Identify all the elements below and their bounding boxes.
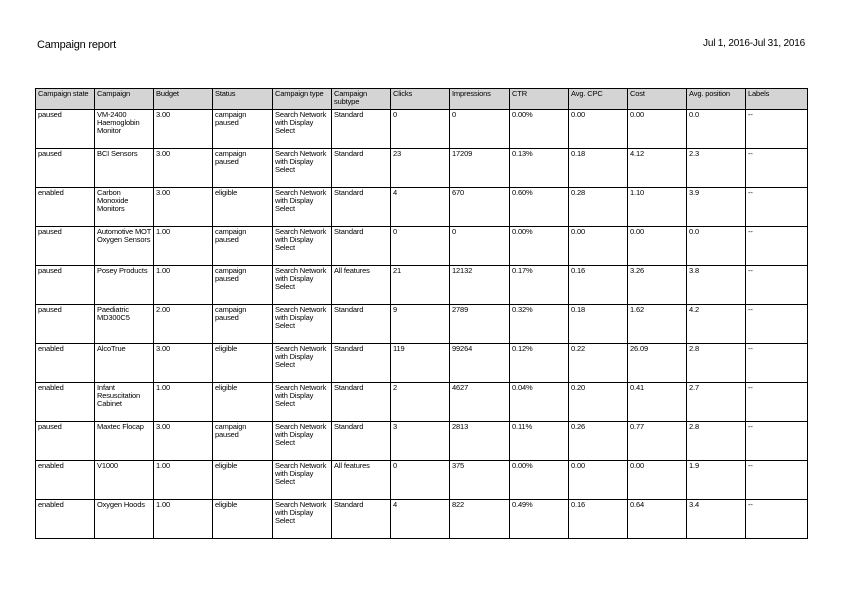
cell-campaign-type: Search Network with Display Select — [273, 149, 332, 188]
cell-campaign-state: paused — [36, 149, 95, 188]
table-row — [36, 383, 808, 422]
cell-clicks: 9 — [391, 305, 450, 344]
cell-labels: -- — [746, 383, 808, 422]
cell-labels: -- — [746, 461, 808, 500]
cell-avg-position: 0.0 — [687, 227, 746, 266]
cell-campaign-state: paused — [36, 227, 95, 266]
cell-campaign-subtype: All features — [332, 266, 391, 305]
cell-campaign-type: Search Network with Display Select — [273, 227, 332, 266]
cell-labels: -- — [746, 500, 808, 539]
cell-ctr: 0.00% — [510, 461, 569, 500]
cell-ctr: 0.12% — [510, 344, 569, 383]
column-header-avg-position: Avg. position — [687, 89, 746, 110]
cell-impressions: 0 — [450, 227, 510, 266]
table-row — [36, 422, 808, 461]
cell-cost: 0.00 — [628, 110, 687, 149]
report-date-range: Jul 1, 2016-Jul 31, 2016 — [703, 38, 805, 49]
cell-budget: 1.00 — [154, 500, 213, 539]
cell-budget: 3.00 — [154, 149, 213, 188]
cell-campaign: Posey Products — [95, 266, 154, 305]
cell-campaign: BCI Sensors — [95, 149, 154, 188]
cell-cost: 1.10 — [628, 188, 687, 227]
table-row — [36, 461, 808, 500]
cell-clicks: 0 — [391, 227, 450, 266]
cell-status: campaign paused — [213, 227, 273, 266]
column-header-campaign-type: Campaign type — [273, 89, 332, 110]
table-row — [36, 344, 808, 383]
cell-budget: 3.00 — [154, 110, 213, 149]
cell-impressions: 4627 — [450, 383, 510, 422]
cell-clicks: 119 — [391, 344, 450, 383]
cell-avg-cpc: 0.18 — [569, 149, 628, 188]
cell-avg-position: 2.3 — [687, 149, 746, 188]
cell-budget: 1.00 — [154, 383, 213, 422]
cell-impressions: 822 — [450, 500, 510, 539]
cell-campaign-state: enabled — [36, 188, 95, 227]
cell-campaign-type: Search Network with Display Select — [273, 461, 332, 500]
cell-labels: -- — [746, 305, 808, 344]
cell-avg-cpc: 0.00 — [569, 227, 628, 266]
cell-avg-cpc: 0.16 — [569, 266, 628, 305]
cell-impressions: 99264 — [450, 344, 510, 383]
cell-campaign-state: enabled — [36, 344, 95, 383]
column-header-campaign: Campaign — [95, 89, 154, 110]
cell-avg-position: 1.9 — [687, 461, 746, 500]
cell-campaign: Paediatric MD300C5 — [95, 305, 154, 344]
cell-impressions: 17209 — [450, 149, 510, 188]
table-row — [36, 227, 808, 266]
cell-clicks: 4 — [391, 188, 450, 227]
cell-campaign-subtype: Standard — [332, 500, 391, 539]
cell-campaign: Maxtec Flocap — [95, 422, 154, 461]
cell-cost: 1.62 — [628, 305, 687, 344]
cell-avg-position: 2.7 — [687, 383, 746, 422]
cell-cost: 0.00 — [628, 227, 687, 266]
cell-ctr: 0.32% — [510, 305, 569, 344]
cell-campaign-type: Search Network with Display Select — [273, 500, 332, 539]
table-row — [36, 110, 808, 149]
column-header-cost: Cost — [628, 89, 687, 110]
cell-avg-cpc: 0.00 — [569, 461, 628, 500]
cell-clicks: 3 — [391, 422, 450, 461]
cell-clicks: 4 — [391, 500, 450, 539]
cell-avg-cpc: 0.28 — [569, 188, 628, 227]
cell-status: campaign paused — [213, 149, 273, 188]
cell-ctr: 0.00% — [510, 227, 569, 266]
table-body — [36, 110, 808, 539]
cell-impressions: 2813 — [450, 422, 510, 461]
cell-campaign: AlcoTrue — [95, 344, 154, 383]
cell-campaign-type: Search Network with Display Select — [273, 188, 332, 227]
cell-budget: 1.00 — [154, 227, 213, 266]
cell-campaign-state: enabled — [36, 383, 95, 422]
cell-cost: 0.41 — [628, 383, 687, 422]
cell-status: eligible — [213, 188, 273, 227]
cell-campaign-type: Search Network with Display Select — [273, 383, 332, 422]
cell-cost: 0.00 — [628, 461, 687, 500]
report-title: Campaign report — [37, 39, 116, 51]
cell-status: campaign paused — [213, 110, 273, 149]
cell-campaign-state: paused — [36, 266, 95, 305]
cell-campaign-subtype: Standard — [332, 227, 391, 266]
column-header-clicks: Clicks — [391, 89, 450, 110]
cell-avg-position: 3.9 — [687, 188, 746, 227]
cell-clicks: 2 — [391, 383, 450, 422]
cell-budget: 3.00 — [154, 188, 213, 227]
cell-labels: -- — [746, 227, 808, 266]
cell-campaign: VM-2400 Haemoglobin Monitor — [95, 110, 154, 149]
cell-avg-position: 0.0 — [687, 110, 746, 149]
cell-campaign: V1000 — [95, 461, 154, 500]
cell-status: campaign paused — [213, 305, 273, 344]
cell-campaign-state: enabled — [36, 461, 95, 500]
cell-status: campaign paused — [213, 266, 273, 305]
cell-campaign-subtype: Standard — [332, 149, 391, 188]
cell-labels: -- — [746, 110, 808, 149]
campaign-report-table — [35, 88, 808, 539]
cell-ctr: 0.00% — [510, 110, 569, 149]
cell-status: eligible — [213, 344, 273, 383]
cell-avg-cpc: 0.22 — [569, 344, 628, 383]
column-header-avg-cpc: Avg. CPC — [569, 89, 628, 110]
table-row — [36, 305, 808, 344]
column-header-campaign-state: Campaign state — [36, 89, 95, 110]
cell-clicks: 23 — [391, 149, 450, 188]
column-header-labels: Labels — [746, 89, 808, 110]
cell-avg-cpc: 0.18 — [569, 305, 628, 344]
cell-avg-cpc: 0.00 — [569, 110, 628, 149]
cell-avg-position: 2.8 — [687, 344, 746, 383]
cell-campaign-subtype: Standard — [332, 305, 391, 344]
cell-ctr: 0.13% — [510, 149, 569, 188]
cell-campaign-type: Search Network with Display Select — [273, 344, 332, 383]
cell-budget: 3.00 — [154, 344, 213, 383]
table-row — [36, 266, 808, 305]
cell-clicks: 0 — [391, 110, 450, 149]
cell-avg-position: 3.8 — [687, 266, 746, 305]
cell-campaign-type: Search Network with Display Select — [273, 110, 332, 149]
cell-campaign-subtype: Standard — [332, 344, 391, 383]
cell-labels: -- — [746, 266, 808, 305]
cell-avg-cpc: 0.20 — [569, 383, 628, 422]
cell-ctr: 0.60% — [510, 188, 569, 227]
cell-campaign: Oxygen Hoods — [95, 500, 154, 539]
cell-cost: 4.12 — [628, 149, 687, 188]
cell-campaign-state: enabled — [36, 500, 95, 539]
cell-ctr: 0.11% — [510, 422, 569, 461]
cell-impressions: 2789 — [450, 305, 510, 344]
column-header-campaign-subtype: Campaign subtype — [332, 89, 391, 110]
cell-campaign: Carbon Monoxide Monitors — [95, 188, 154, 227]
cell-campaign-type: Search Network with Display Select — [273, 266, 332, 305]
cell-labels: -- — [746, 344, 808, 383]
cell-avg-position: 4.2 — [687, 305, 746, 344]
cell-cost: 0.77 — [628, 422, 687, 461]
cell-campaign: Infant Resuscitation Cabinet — [95, 383, 154, 422]
cell-campaign-subtype: Standard — [332, 422, 391, 461]
column-header-status: Status — [213, 89, 273, 110]
cell-status: eligible — [213, 461, 273, 500]
cell-budget: 1.00 — [154, 266, 213, 305]
cell-avg-cpc: 0.26 — [569, 422, 628, 461]
cell-cost: 3.26 — [628, 266, 687, 305]
cell-campaign-subtype: Standard — [332, 188, 391, 227]
cell-impressions: 670 — [450, 188, 510, 227]
cell-avg-cpc: 0.16 — [569, 500, 628, 539]
cell-avg-position: 2.8 — [687, 422, 746, 461]
cell-campaign-state: paused — [36, 305, 95, 344]
cell-campaign-state: paused — [36, 422, 95, 461]
table-row — [36, 188, 808, 227]
cell-clicks: 21 — [391, 266, 450, 305]
column-header-impressions: Impressions — [450, 89, 510, 110]
cell-budget: 1.00 — [154, 461, 213, 500]
cell-ctr: 0.04% — [510, 383, 569, 422]
cell-labels: -- — [746, 188, 808, 227]
cell-labels: -- — [746, 422, 808, 461]
cell-campaign-subtype: All features — [332, 461, 391, 500]
cell-campaign: Automotive MOT Oxygen Sensors — [95, 227, 154, 266]
cell-campaign-type: Search Network with Display Select — [273, 305, 332, 344]
cell-campaign-subtype: Standard — [332, 383, 391, 422]
table-header-row — [36, 89, 808, 110]
cell-cost: 0.64 — [628, 500, 687, 539]
cell-impressions: 12132 — [450, 266, 510, 305]
cell-ctr: 0.17% — [510, 266, 569, 305]
cell-campaign-state: paused — [36, 110, 95, 149]
cell-budget: 3.00 — [154, 422, 213, 461]
cell-budget: 2.00 — [154, 305, 213, 344]
table-row — [36, 149, 808, 188]
cell-status: campaign paused — [213, 422, 273, 461]
cell-cost: 26.09 — [628, 344, 687, 383]
cell-avg-position: 3.4 — [687, 500, 746, 539]
cell-impressions: 0 — [450, 110, 510, 149]
column-header-budget: Budget — [154, 89, 213, 110]
column-header-ctr: CTR — [510, 89, 569, 110]
cell-campaign-subtype: Standard — [332, 110, 391, 149]
cell-ctr: 0.49% — [510, 500, 569, 539]
cell-status: eligible — [213, 500, 273, 539]
cell-status: eligible — [213, 383, 273, 422]
cell-impressions: 375 — [450, 461, 510, 500]
cell-campaign-type: Search Network with Display Select — [273, 422, 332, 461]
cell-clicks: 0 — [391, 461, 450, 500]
table-row — [36, 500, 808, 539]
cell-labels: -- — [746, 149, 808, 188]
